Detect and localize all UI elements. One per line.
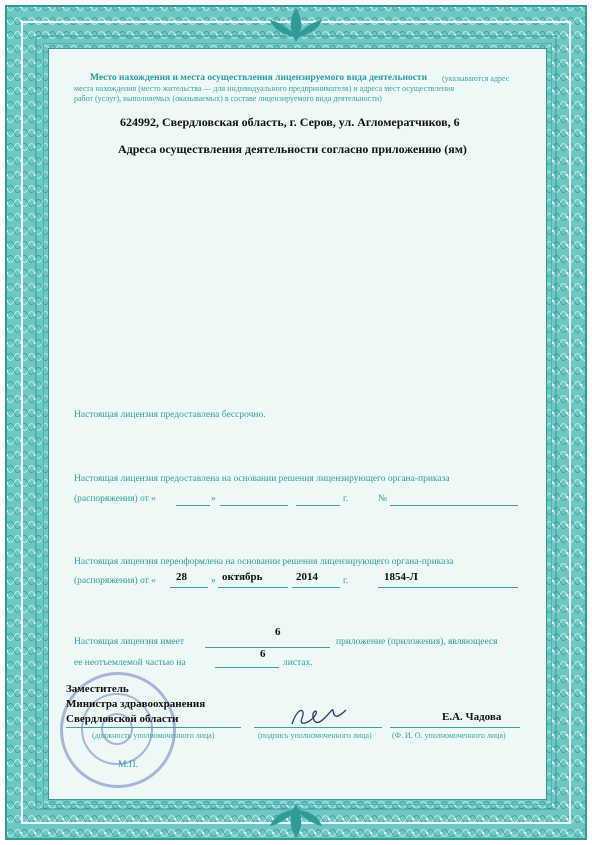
- reissue-line-1: Настоящая лицензия переоформлена на основании решения лицензирующего органа-приказа: [74, 557, 454, 567]
- signatory-title-1: Заместитель: [66, 683, 129, 695]
- appendix-sheets: 6: [260, 648, 266, 660]
- signatory-title-2: Министра здравоохранения: [66, 698, 206, 710]
- basis-line-1: Настоящая лицензия предоставлена на основании решения лицензирующего органа-приказа: [74, 474, 450, 484]
- appendix-line-1-prefix: Настоящая лицензия имеет: [74, 637, 185, 647]
- reissue-year-line: [292, 587, 340, 588]
- caption-position: (должность уполномоченного лица): [92, 731, 215, 740]
- reissue-day: 28: [176, 571, 187, 583]
- reissue-month: октябрь: [222, 571, 263, 583]
- appendix-line-1-suffix: приложение (приложения), являющееся: [336, 637, 498, 647]
- signatory-title-3: Свердловской области: [66, 713, 179, 725]
- handwritten-signature: [288, 704, 348, 730]
- basis-month-line: [220, 505, 288, 506]
- basis-number-sign: №: [378, 494, 388, 504]
- appendix-line-2-suffix: листах.: [283, 658, 313, 668]
- appendix-sheets-line: [215, 667, 279, 668]
- activity-addresses-note: Адреса осуществления деятельности согласно приложению (ям): [118, 142, 467, 156]
- reissue-date-prefix: (распоряжения) от «: [74, 576, 156, 586]
- reissue-number: 1854-Л: [384, 571, 418, 583]
- reissue-year-suffix: г.: [343, 576, 349, 586]
- caption-name: (Ф. И. О. уполномоченного лица): [392, 731, 506, 740]
- basis-number-line: [390, 505, 518, 506]
- basis-day-line: [176, 505, 210, 506]
- fleur-de-lis-ornament: [262, 6, 330, 46]
- reissue-day-close: »: [211, 576, 216, 586]
- location-hint-2: места нахождения (место жительства — для индивидуального предпринимателя) и адреса мест осуществления: [74, 84, 455, 93]
- signatory-name: Е.А. Чадова: [442, 711, 502, 723]
- fleur-de-lis-ornament-bottom: [262, 800, 330, 840]
- appendix-count: 6: [275, 626, 281, 638]
- seal-label: М.П.: [118, 760, 139, 770]
- position-line: [66, 727, 241, 728]
- basis-year-suffix: г.: [343, 494, 349, 504]
- location-label: Место нахождения и места осуществления лицензируемого вида деятельности: [90, 73, 428, 83]
- reissue-month-line: [218, 587, 288, 588]
- appendix-line-2-prefix: ее неотъемлемой частью на: [74, 658, 186, 668]
- licensee-address: 624992, Свердловская область, г. Серов, ул. Агломератчиков, 6: [120, 115, 460, 129]
- license-term: Настоящая лицензия предоставлена бессрочно.: [74, 410, 266, 420]
- reissue-number-line: [378, 587, 518, 588]
- location-hint-1: (указываются адрес: [442, 74, 510, 83]
- caption-signature: (подпись уполномоченного лица): [258, 731, 372, 740]
- location-hint-3: работ (услуг), выполняемых (оказываемых) в составе лицензируемого вида деятельности): [74, 94, 382, 103]
- name-line: [390, 727, 520, 728]
- appendix-count-line: [205, 647, 330, 648]
- reissue-year: 2014: [296, 571, 318, 583]
- basis-date-prefix: (распоряжения) от «: [74, 494, 156, 504]
- reissue-day-line: [170, 587, 208, 588]
- basis-day-close: »: [211, 494, 216, 504]
- basis-year-line: [296, 505, 340, 506]
